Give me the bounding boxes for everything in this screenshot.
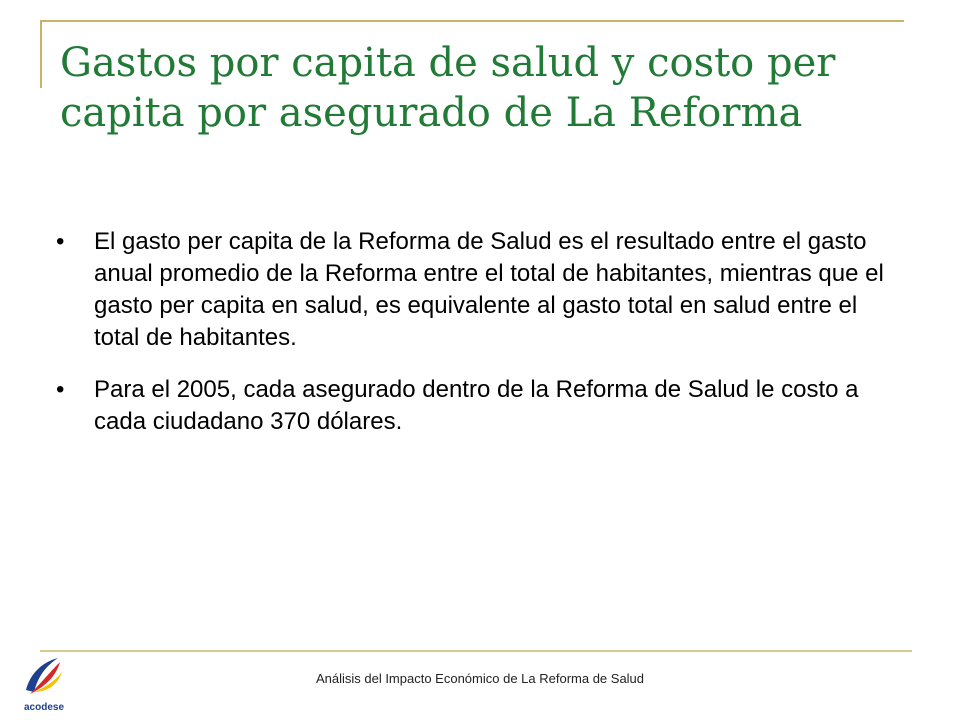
bullet-list xyxy=(56,226,896,458)
bullet-text: El gasto per capita de la Reforma de Salud es el resultado entre el gasto anual promedio de la Reforma entre el total de habitantes, mientras que el gasto per capita en salud, es equivalente al gasto total en salud entre el total de habitantes. xyxy=(94,228,884,351)
slide-title: Gastos por capita de salud y costo per capita por asegurado de La Reforma xyxy=(60,40,836,136)
footer-rule xyxy=(40,650,912,652)
title-frame-right-tick xyxy=(902,20,904,22)
logo-text: acodese xyxy=(23,702,65,713)
bullet-text: Para el 2005, cada asegurado dentro de la Reforma de Salud le costo a cada ciudadano 370 dólares. xyxy=(94,376,859,435)
bullet-item xyxy=(56,226,896,354)
bullet-marker: • xyxy=(56,228,65,255)
bullet-marker: • xyxy=(56,376,65,403)
bullet-item xyxy=(56,374,896,438)
footer-text: Análisis del Impacto Económico de La Reforma de Salud xyxy=(315,671,645,686)
acodese-logo xyxy=(16,652,72,718)
title-frame-top-rule xyxy=(40,20,904,22)
title-frame-left-rule xyxy=(40,20,42,88)
acodese-logo-icon xyxy=(20,652,68,700)
